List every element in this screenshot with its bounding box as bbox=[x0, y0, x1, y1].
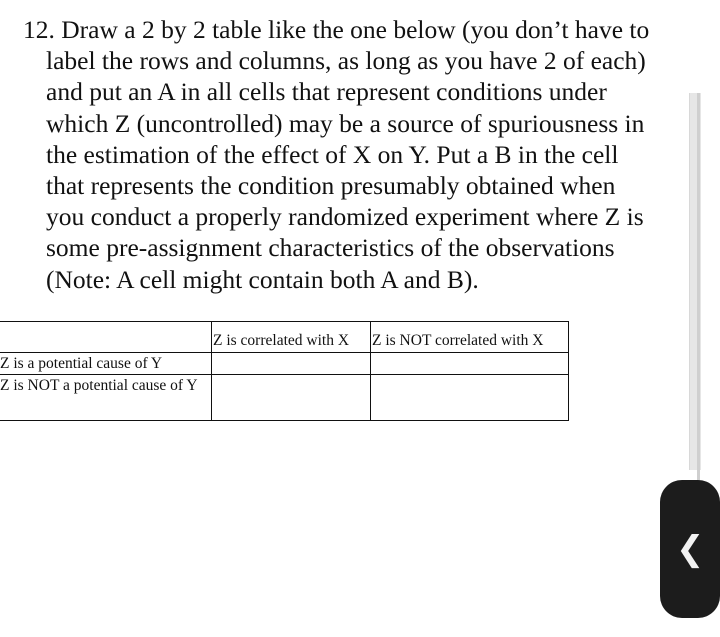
two-by-two-table bbox=[0, 321, 569, 421]
table-cell bbox=[212, 375, 371, 421]
table-row bbox=[0, 375, 569, 421]
table-cell bbox=[371, 375, 569, 421]
row-header: Z is a potential cause of Y bbox=[0, 353, 212, 375]
scrollbar-edge bbox=[697, 93, 700, 483]
question-line: some pre-assignment characteristics of the observations bbox=[46, 233, 615, 263]
question-line: (Note: A cell might contain both A and B). bbox=[46, 264, 479, 294]
chevron-left-icon: ❮ bbox=[676, 529, 705, 569]
question-line: the estimation of the effect of X on Y. Put a B in the cell bbox=[46, 139, 619, 169]
row-header: Z is NOT a potential cause of Y bbox=[0, 377, 198, 394]
table-corner-cell bbox=[0, 322, 212, 353]
table-cell bbox=[371, 353, 569, 375]
table-row bbox=[0, 353, 569, 375]
table-header-row bbox=[0, 322, 569, 353]
row-header-cell bbox=[0, 375, 212, 421]
column-header: Z is NOT correlated with X bbox=[371, 322, 569, 353]
question-line: that represents the condition presumably obtained when bbox=[46, 171, 616, 201]
table-cell bbox=[212, 353, 371, 375]
column-header: Z is correlated with X bbox=[212, 322, 371, 353]
question-line: you conduct a properly randomized experiment where Z is bbox=[46, 202, 644, 232]
question-line: and put an A in all cells that represent conditions under bbox=[46, 77, 607, 107]
question-line: which Z (uncontrolled) may be a source of spuriousness in bbox=[46, 108, 645, 138]
question-line: label the rows and columns, as long as you have 2 of each) bbox=[46, 46, 646, 76]
question-line: 12. Draw a 2 by 2 table like the one below (you don’t have to bbox=[23, 15, 650, 44]
back-button[interactable] bbox=[660, 480, 720, 618]
question-text bbox=[23, 14, 673, 295]
